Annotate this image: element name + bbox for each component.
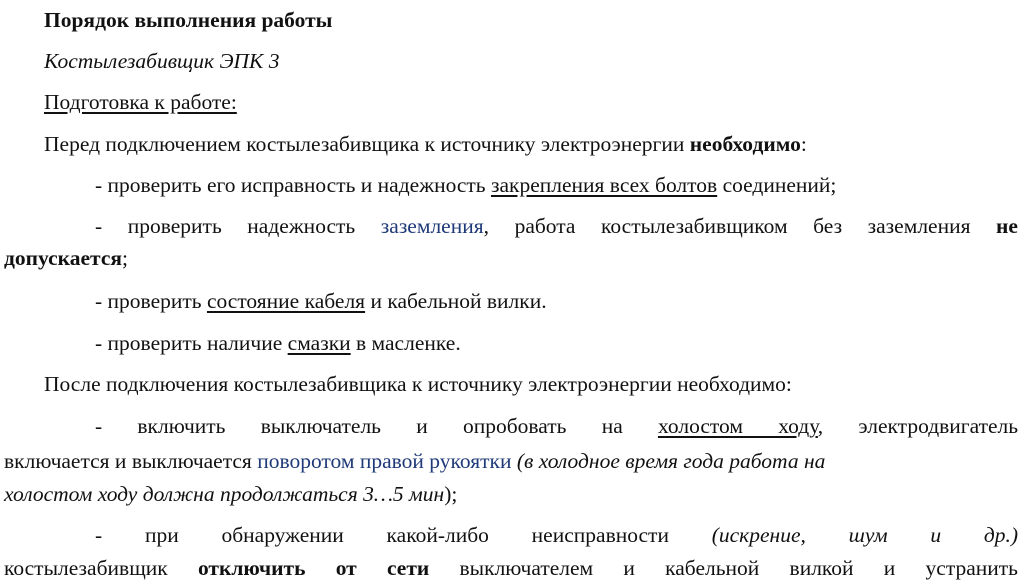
list-item-switch-on bbox=[4, 413, 1018, 439]
list-item-malfunction bbox=[4, 522, 1018, 548]
item2-semicolon: ; bbox=[122, 246, 128, 270]
item5-underlined: холостом ходу bbox=[657, 414, 818, 438]
item2-continuation bbox=[4, 245, 128, 271]
item2-bold-not-allowed: допускается bbox=[4, 246, 122, 270]
item5-word: включить bbox=[137, 414, 226, 438]
list-item-check-bolts bbox=[95, 172, 836, 198]
item6-text: костылезабивщик bbox=[4, 556, 198, 580]
device-title: Костылезабивщик ЭПК 3 bbox=[44, 49, 280, 73]
item3-tail: и кабельной вилки. bbox=[365, 289, 547, 313]
item5-comma: , bbox=[817, 414, 824, 438]
item6-word: обнаружении bbox=[221, 523, 344, 547]
item2-text: - проверить надежность bbox=[95, 214, 381, 238]
item6-italic: (искрение, bbox=[711, 523, 806, 547]
item5-italic: (в холодное время года работа на bbox=[511, 449, 826, 473]
intro-text: Перед подключением костылезабивщика к источнику электроэнергии bbox=[44, 132, 690, 156]
item5-line2 bbox=[4, 448, 825, 474]
intro-colon: : bbox=[800, 132, 807, 156]
item5-word: электродвигатель bbox=[858, 414, 1019, 438]
item2-link-grounding: заземления bbox=[380, 214, 484, 238]
item6-word: при bbox=[144, 523, 179, 547]
item6-word: - bbox=[95, 523, 103, 547]
item5-text: включается и выключается bbox=[4, 449, 258, 473]
item6-bold-disconnect: отключить от сети bbox=[197, 556, 430, 580]
item5-word: выключатель bbox=[260, 414, 381, 438]
intro-emphasis: необходимо bbox=[689, 132, 801, 156]
item5-link-handle: поворотом правой рукоятки bbox=[257, 449, 512, 473]
list-item-check-cable bbox=[95, 288, 547, 314]
list-item-check-grounding bbox=[4, 213, 1018, 239]
item6-italic: шум bbox=[848, 523, 888, 547]
intro-paragraph bbox=[44, 131, 807, 157]
item2-mid: , работа костылезабивщиком без заземления bbox=[483, 214, 997, 238]
item6-tail: выключателем и кабельной вилкой и устранить bbox=[429, 556, 1018, 580]
item6-italic: и bbox=[930, 523, 942, 547]
item4-tail: в масленке. bbox=[350, 331, 461, 355]
item3-underlined: состояние кабеля bbox=[206, 289, 366, 313]
list-item-check-lubricant bbox=[95, 330, 461, 356]
item5-line3 bbox=[4, 481, 457, 507]
prep-title: Подготовка к работе: bbox=[44, 90, 237, 114]
item5-word: - bbox=[95, 414, 103, 438]
item6-line2 bbox=[4, 555, 1018, 581]
item5-italic-cont: холостом ходу должна продолжаться 3…5 мин bbox=[4, 482, 445, 506]
after-connection-paragraph: После подключения костылезабивщика к источнику электроэнергии необходимо: bbox=[44, 372, 792, 396]
item5-close: ); bbox=[444, 482, 458, 506]
item1-tail: соединений; bbox=[717, 173, 837, 197]
item5-word: на bbox=[601, 414, 623, 438]
item3-text: - проверить bbox=[95, 289, 207, 313]
item5-word: опробовать bbox=[462, 414, 567, 438]
item6-word: неисправности bbox=[531, 523, 669, 547]
item1-text: - проверить его исправность и надежность bbox=[95, 173, 491, 197]
item1-underlined: закрепления всех болтов bbox=[490, 173, 718, 197]
item4-text: - проверить наличие bbox=[95, 331, 288, 355]
item2-bold-ne: не bbox=[996, 214, 1018, 238]
item5-word: и bbox=[416, 414, 428, 438]
heading: Порядок выполнения работы bbox=[44, 8, 333, 32]
item6-italic: др.) bbox=[983, 523, 1019, 547]
item4-underlined: смазки bbox=[287, 331, 351, 355]
item6-word: какой-либо bbox=[386, 523, 489, 547]
